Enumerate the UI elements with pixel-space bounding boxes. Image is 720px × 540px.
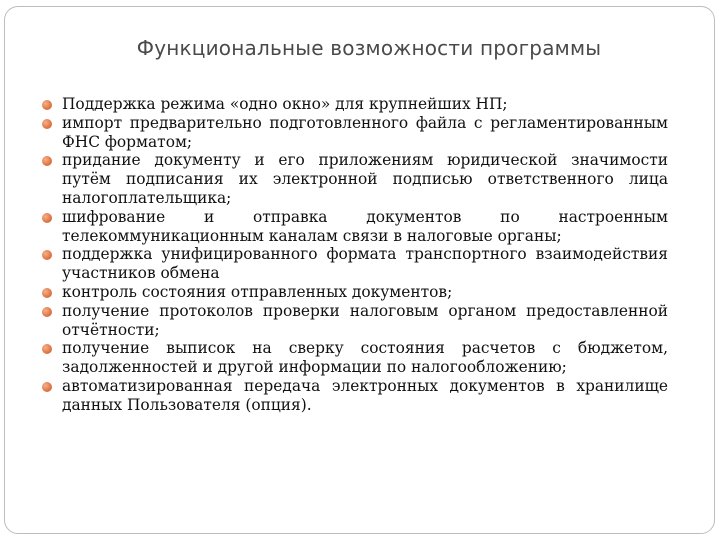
list-item-text: автоматизированная передача электронных документов в хранилище данных Пользователя (опция). — [62, 376, 668, 414]
feature-list — [38, 95, 668, 415]
list-item-text: Поддержка режима «одно окно» для крупнейших НП; — [62, 95, 508, 113]
list-item — [38, 151, 668, 207]
list-item-text: контроль состояния отправленных документов; — [62, 282, 453, 301]
bullet-icon — [42, 250, 52, 260]
list-item — [38, 302, 668, 340]
list-item — [38, 114, 668, 152]
list-item-text: получение выписок на сверку состояния расчетов с бюджетом, задолженностей и другой информации по налогообложению; — [62, 339, 668, 377]
list-item — [38, 339, 668, 377]
list-item — [38, 245, 668, 283]
list-item — [38, 377, 668, 415]
list-item-text: придание документу и его приложениям юридической значимости путём подписания их электронной подписью ответственного лица налогоплательщика; — [62, 151, 668, 207]
bullet-icon — [42, 119, 52, 129]
list-item — [38, 208, 668, 246]
list-item — [38, 95, 668, 114]
bullet-icon — [42, 344, 52, 354]
bullet-icon — [42, 100, 52, 110]
list-item-text: получение протоколов проверки налоговым органом предоставленной отчётности; — [62, 301, 668, 339]
bullet-icon — [42, 307, 52, 317]
bullet-icon — [42, 288, 52, 298]
bullet-icon — [42, 382, 52, 392]
bullet-icon — [42, 156, 52, 166]
bullet-icon — [42, 213, 52, 223]
list-item — [38, 283, 668, 302]
list-item-text: импорт предварительно подготовленного файла с регламентированным ФНС форматом; — [62, 113, 668, 151]
slide-title: Функциональные возможности программы — [136, 36, 602, 60]
list-item-text: поддержка унифицированного формата транспортного взаимодействия участников обмена — [62, 245, 668, 283]
list-item-text: шифрование и отправка документов по настроенным телекоммуникационным каналам связи в налоговые органы; — [62, 207, 668, 245]
